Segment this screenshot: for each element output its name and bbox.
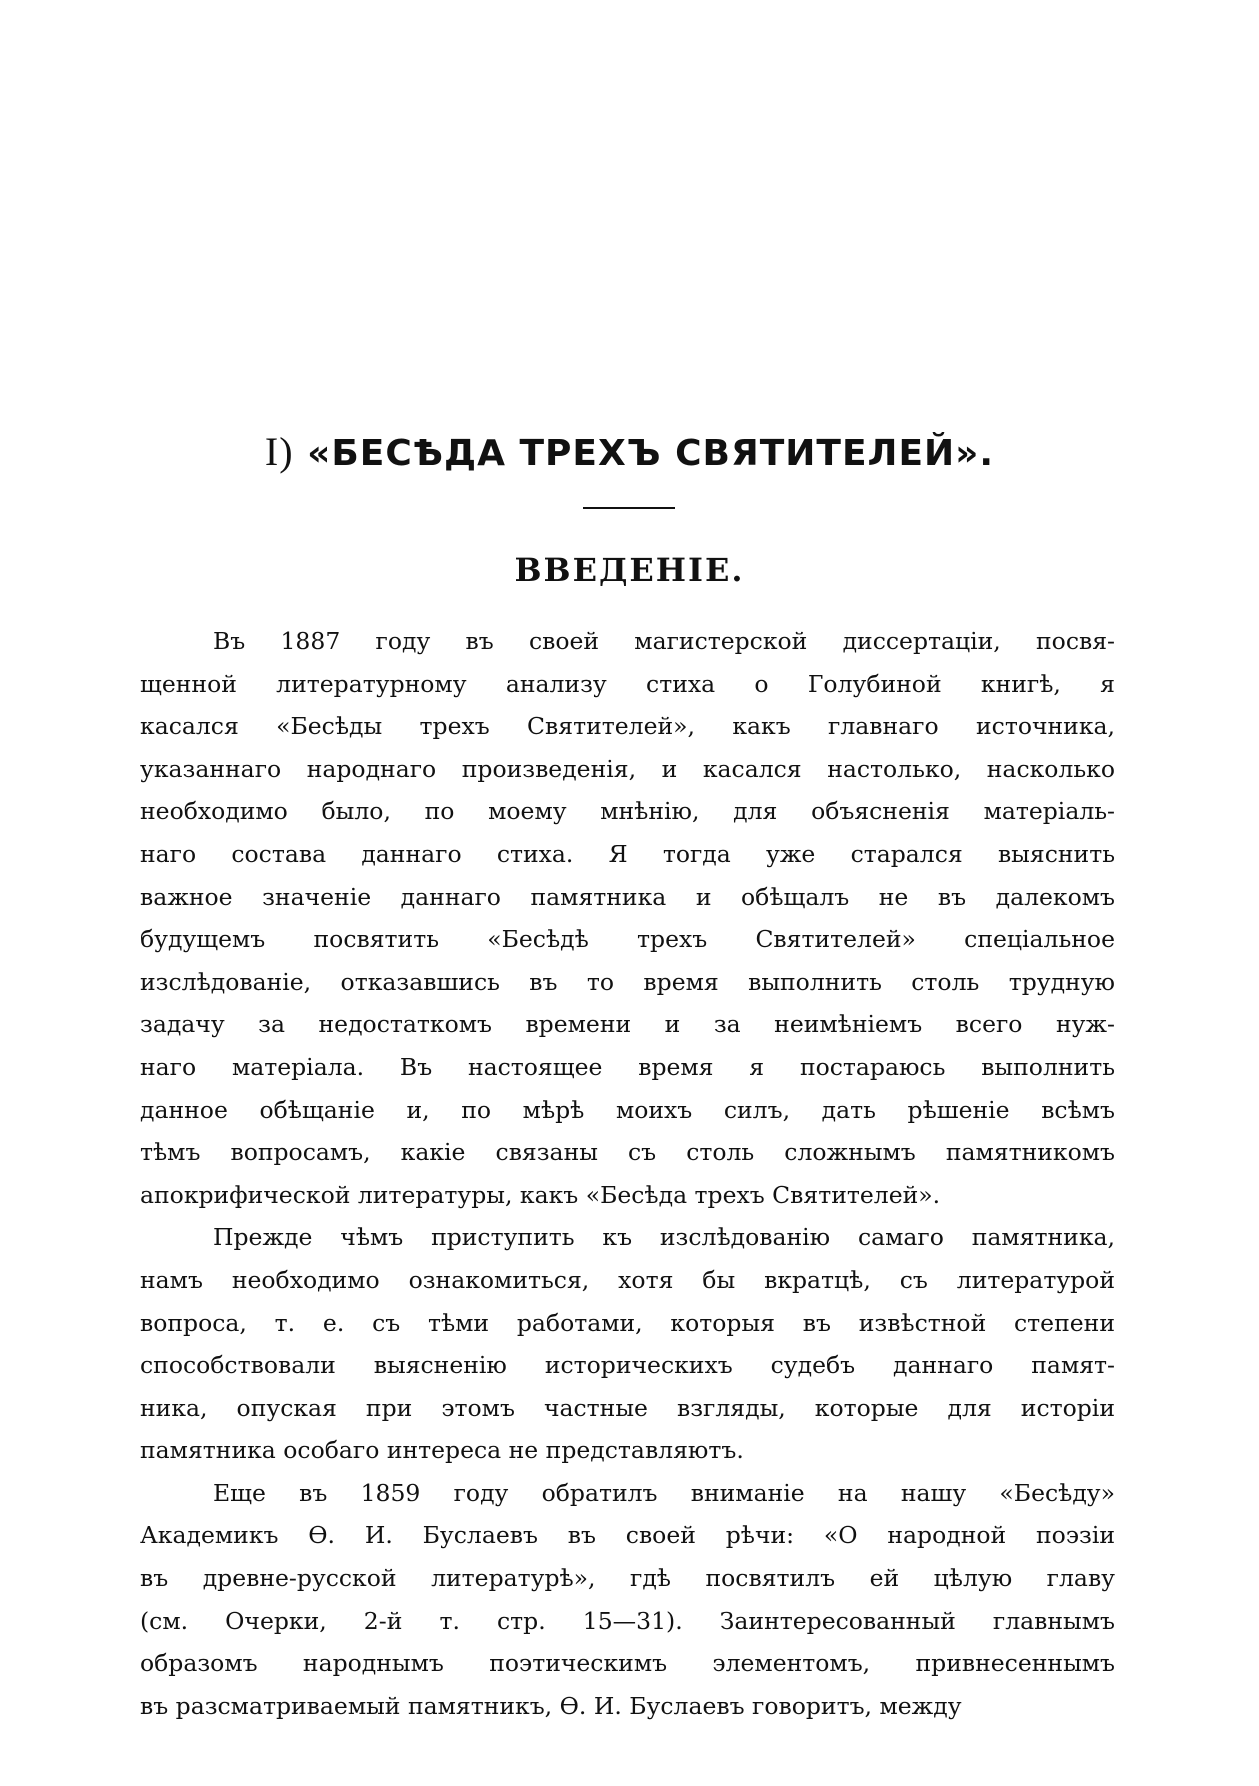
text-line: въ разсматриваемый памятникъ, Ѳ. И. Буслаевъ говоритъ, между xyxy=(140,1691,962,1720)
section-title: ВВЕДЕНІЕ. xyxy=(514,551,745,589)
text-line: Прежде чѣмъ приступить къ изслѣдованію самаго памятника, xyxy=(213,1223,1115,1252)
paragraph xyxy=(140,1216,1115,1472)
text-line: данное обѣщаніе и, по мѣрѣ моихъ силъ, дать рѣшеніе всѣмъ xyxy=(140,1095,1115,1124)
text-line: изслѣдованіе, отказавшись въ то время выполнить столь трудную xyxy=(140,967,1115,996)
text-line: Еще въ 1859 году обратилъ вниманіе на нашу «Бесѣду» xyxy=(213,1478,1115,1507)
text-line: касался «Бесѣды трехъ Святителей», какъ главнаго источника, xyxy=(140,712,1115,741)
text-line: способствовали выясненію историческихъ судебъ даннаго памят- xyxy=(140,1351,1115,1380)
paragraph xyxy=(140,620,1115,1216)
title-divider xyxy=(583,507,675,509)
text-line: щенной литературному анализу стиха о Голубиной книгѣ, я xyxy=(140,669,1115,698)
text-line: указаннаго народнаго произведенія, и касался настолько, насколько xyxy=(140,754,1115,783)
text-line: памятника особаго интереса не представляютъ. xyxy=(140,1436,744,1465)
text-line: въ древне-русской литературѣ», гдѣ посвятилъ ей цѣлую главу xyxy=(140,1564,1115,1593)
text-line: важное значеніе даннаго памятника и обѣщалъ не въ далекомъ xyxy=(140,882,1115,911)
chapter-number: I) xyxy=(264,429,294,474)
paragraph xyxy=(140,1472,1115,1728)
text-line: наго матеріала. Въ настоящее время я постараюсь выполнить xyxy=(140,1052,1115,1081)
text-line: Въ 1887 году въ своей магистерской диссертаціи, посвя- xyxy=(213,627,1115,655)
text-line: образомъ народнымъ поэтическимъ элементомъ, привнесеннымъ xyxy=(140,1649,1115,1678)
text-line: будущемъ посвятить «Бесѣдѣ трехъ Святителей» спеціальное xyxy=(140,925,1115,954)
text-line: Академикъ Ѳ. И. Буслаевъ въ своей рѣчи: «О народной поэзіи xyxy=(140,1521,1115,1550)
text-line: необходимо было, по моему мнѣнію, для объясненія матеріаль- xyxy=(140,797,1115,826)
text-line: ника, опуская при этомъ частные взгляды, которые для исторіи xyxy=(140,1393,1115,1422)
chapter-title xyxy=(0,428,1259,478)
text-line: (см. Очерки, 2-й т. стр. 15—31). Заинтересованный главнымъ xyxy=(140,1606,1115,1635)
text-line: тѣмъ вопросамъ, какіе связаны съ столь сложнымъ памятникомъ xyxy=(140,1138,1115,1167)
text-line: задачу за недостаткомъ времени и за неимѣніемъ всего нуж- xyxy=(140,1010,1115,1039)
text-line: наго состава даннаго стиха. Я тогда уже старался выяснить xyxy=(140,839,1115,868)
text-line: намъ необходимо ознакомиться, хотя бы вкратцѣ, съ литературой xyxy=(140,1265,1115,1294)
body-text xyxy=(140,620,1115,1727)
text-line: вопроса, т. е. съ тѣми работами, которыя въ извѣстной степени xyxy=(140,1308,1115,1337)
chapter-title-text: «БЕСѢДА ТРЕХЪ СВЯТИТЕЛЕЙ». xyxy=(307,433,995,474)
text-line: апокрифической литературы, какъ «Бесѣда трехъ Святителей». xyxy=(140,1180,941,1209)
